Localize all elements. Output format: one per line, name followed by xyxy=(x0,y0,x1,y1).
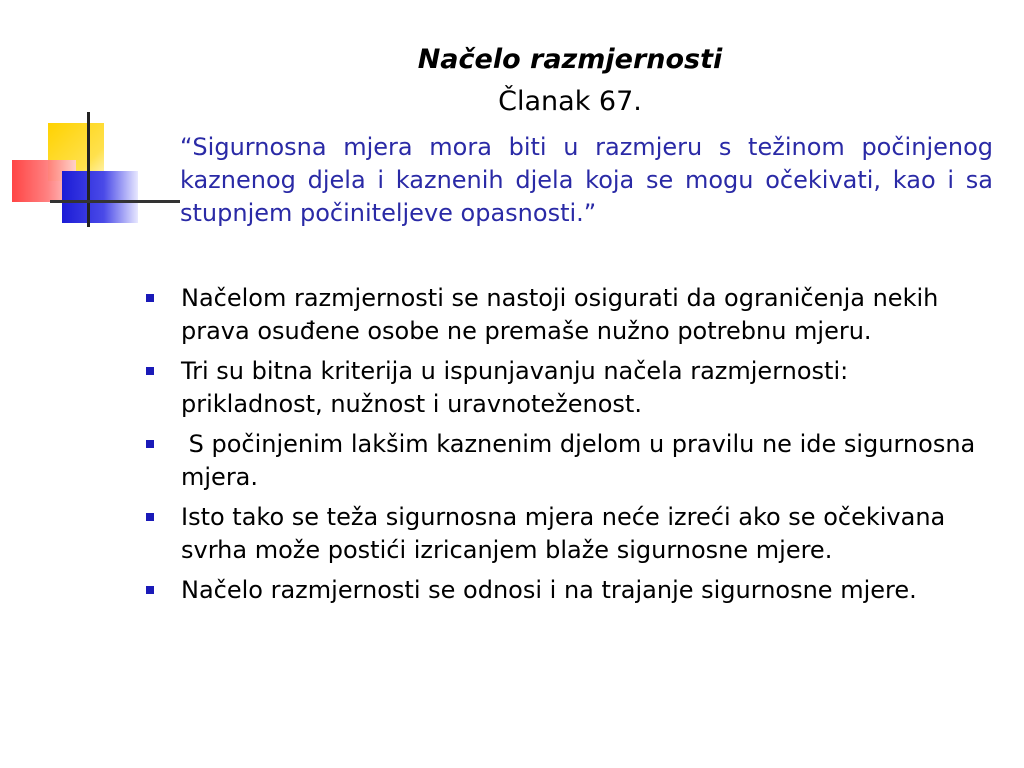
list-item xyxy=(140,501,980,567)
bullet-square-icon xyxy=(146,440,154,448)
list-item xyxy=(140,428,983,494)
bullet-square-icon xyxy=(146,294,154,302)
bullet-square-icon xyxy=(146,586,154,594)
list-item-text: Načelom razmjernosti se nastoji osigurati da ograničenja nekih prava osuđene osobe ne premaše nužno potrebnu mjeru. xyxy=(181,284,939,345)
bullet-square-icon xyxy=(146,513,154,521)
list-item-text: Načelo razmjernosti se odnosi i na trajanje sigurnosne mjere. xyxy=(181,576,917,604)
bullet-square-icon xyxy=(146,367,154,375)
list-item xyxy=(140,574,980,607)
bullet-list xyxy=(140,282,983,614)
list-item xyxy=(140,355,980,421)
list-item-text: Isto tako se teža sigurnosna mjera neće izreći ako se očekivana svrha može postići izricanjem blaže sigurnosne mjere. xyxy=(181,503,946,564)
logo-blue-square xyxy=(62,171,138,223)
slide-subtitle: Članak 67. xyxy=(498,86,642,117)
list-item-text: Tri su bitna kriterija u ispunjavanju načela razmjernosti: prikladnost, nužnost i uravnoteženost. xyxy=(181,357,849,418)
logo-horizontal-line xyxy=(50,200,180,203)
logo-vertical-line xyxy=(87,112,90,227)
list-item-text: S počinjenim lakšim kaznenim djelom u pravilu ne ide sigurnosna mjera. xyxy=(181,430,983,491)
slide-title: Načelo razmjernosti xyxy=(417,44,723,75)
list-item xyxy=(140,282,980,348)
decorative-logo xyxy=(0,0,180,240)
article-quote: “Sigurnosna mjera mora biti u razmjeru s težinom počinjenog kaznenog djela i kaznenih djela koja se mogu očekivati, kao i sa stupnjem počiniteljeve opasnosti.” xyxy=(180,133,993,227)
